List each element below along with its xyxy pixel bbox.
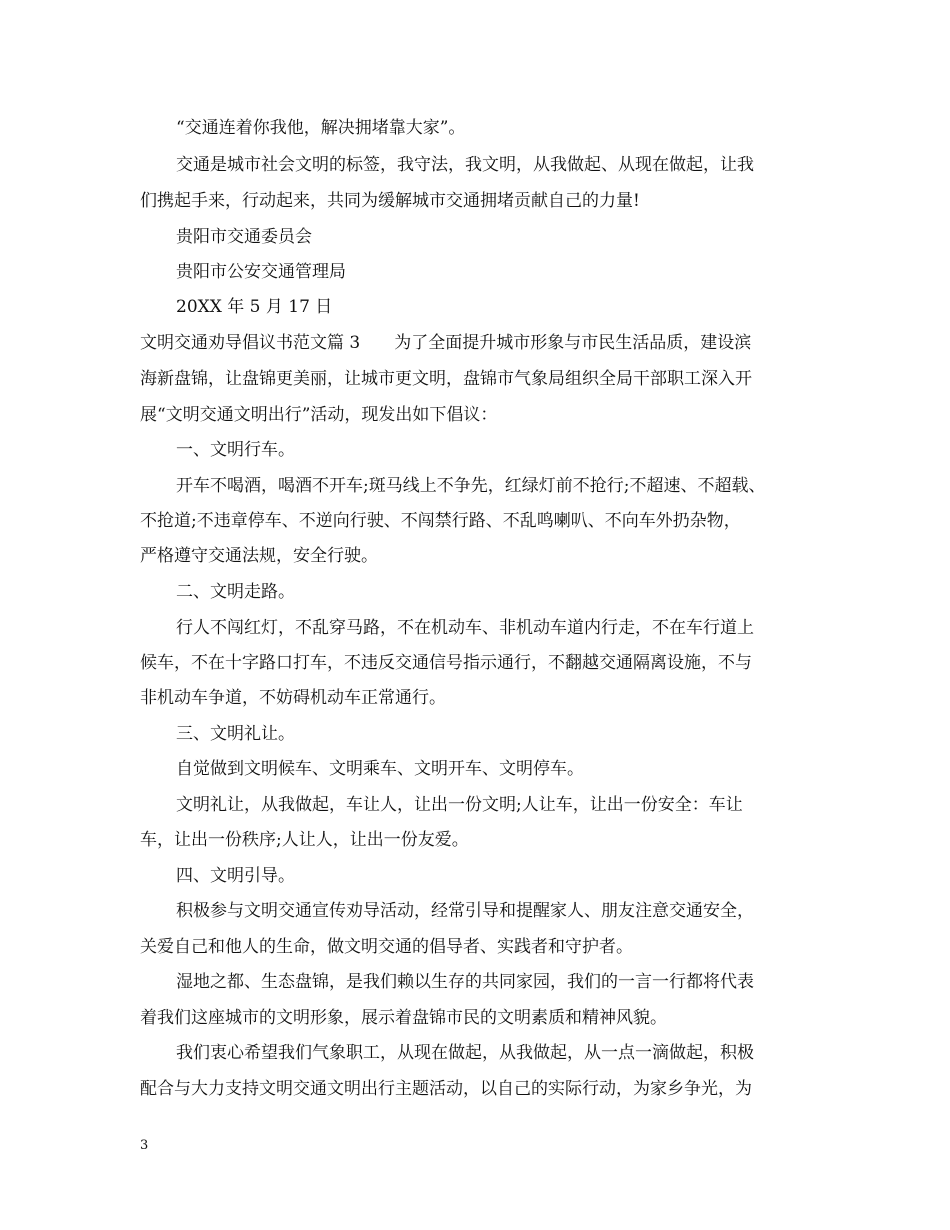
section-heading: 三、文明礼让。 bbox=[176, 724, 295, 744]
text-line: 配合与大力支持文明交通文明出行主题活动，以自己的实际行动，为家乡争光，为 bbox=[140, 1079, 752, 1099]
text-line: 非机动车争道，不妨碍机动车正常通行。 bbox=[140, 688, 446, 708]
section-heading: 四、文明引导。 bbox=[176, 866, 295, 886]
text-line: 贵阳市公安交通管理局 bbox=[176, 262, 346, 282]
text-line: 交通是城市社会文明的标签，我守法，我文明，从我做起、从现在做起，让我 bbox=[176, 155, 754, 175]
text-line: 严格遵守交通法规，安全行驶。 bbox=[140, 546, 378, 566]
text-line: 文明礼让，从我做起，车让人，让出一份文明;人让车，让出一份安全：车让 bbox=[176, 795, 743, 815]
text-line: 行人不闯红灯，不乱穿马路，不在机动车、非机动车道内行走，不在车行道上 bbox=[176, 618, 754, 638]
section-heading: 二、文明走路。 bbox=[176, 582, 295, 602]
text-line: 着我们这座城市的文明形象，展示着盘锦市民的文明素质和精神风貌。 bbox=[140, 1008, 667, 1028]
text-line: 湿地之都、生态盘锦，是我们赖以生存的共同家园，我们的一言一行都将代表 bbox=[176, 972, 754, 992]
text-line: 开车不喝酒，喝酒不开车;斑马线上不争先，红绿灯前不抢行;不超速、不超载、 bbox=[176, 476, 766, 496]
text-line: 我们衷心希望我们气象职工，从现在做起，从我做起，从一点一滴做起，积极 bbox=[176, 1043, 754, 1063]
text-line: 候车，不在十字路口打车，不违反交通信号指示通行，不翻越交通隔离设施，不与 bbox=[140, 653, 752, 673]
text-line: “交通连着你我他，解决拥堵靠大家”。 bbox=[176, 118, 466, 138]
text-line: 车，让出一份秩序;人让人，让出一份友爱。 bbox=[140, 830, 469, 850]
section-heading: 一、文明行车。 bbox=[176, 440, 295, 460]
text-line: 文明交通劝导倡议书范文篇 3 为了全面提升城市形象与市民生活品质，建设滨 bbox=[140, 333, 752, 353]
text-line: 20XX 年 5 月 17 日 bbox=[176, 297, 333, 317]
text-line: 们携起手来，行动起来，共同为缓解城市交通拥堵贡献自己的力量! bbox=[140, 191, 640, 211]
text-line: 关爱自己和他人的生命，做文明交通的倡导者、实践者和守护者。 bbox=[140, 937, 633, 957]
page-number: 3 bbox=[140, 1138, 149, 1153]
text-line: 积极参与文明交通宣传劝导活动，经常引导和提醒家人、朋友注意交通安全， bbox=[176, 901, 754, 921]
text-line: 海新盘锦，让盘锦更美丽，让城市更文明，盘锦市气象局组织全局干部职工深入开 bbox=[140, 369, 752, 389]
text-line: 不抢道;不违章停车、不逆向行驶、不闯禁行路、不乱鸣喇叭、不向车外扔杂物， bbox=[140, 511, 741, 531]
text-line: 贵阳市交通委员会 bbox=[176, 227, 312, 247]
text-line: 自觉做到文明候车、文明乘车、文明开车、文明停车。 bbox=[176, 759, 584, 779]
text-line: 展“文明交通文明出行”活动，现发出如下倡议： bbox=[140, 405, 498, 425]
